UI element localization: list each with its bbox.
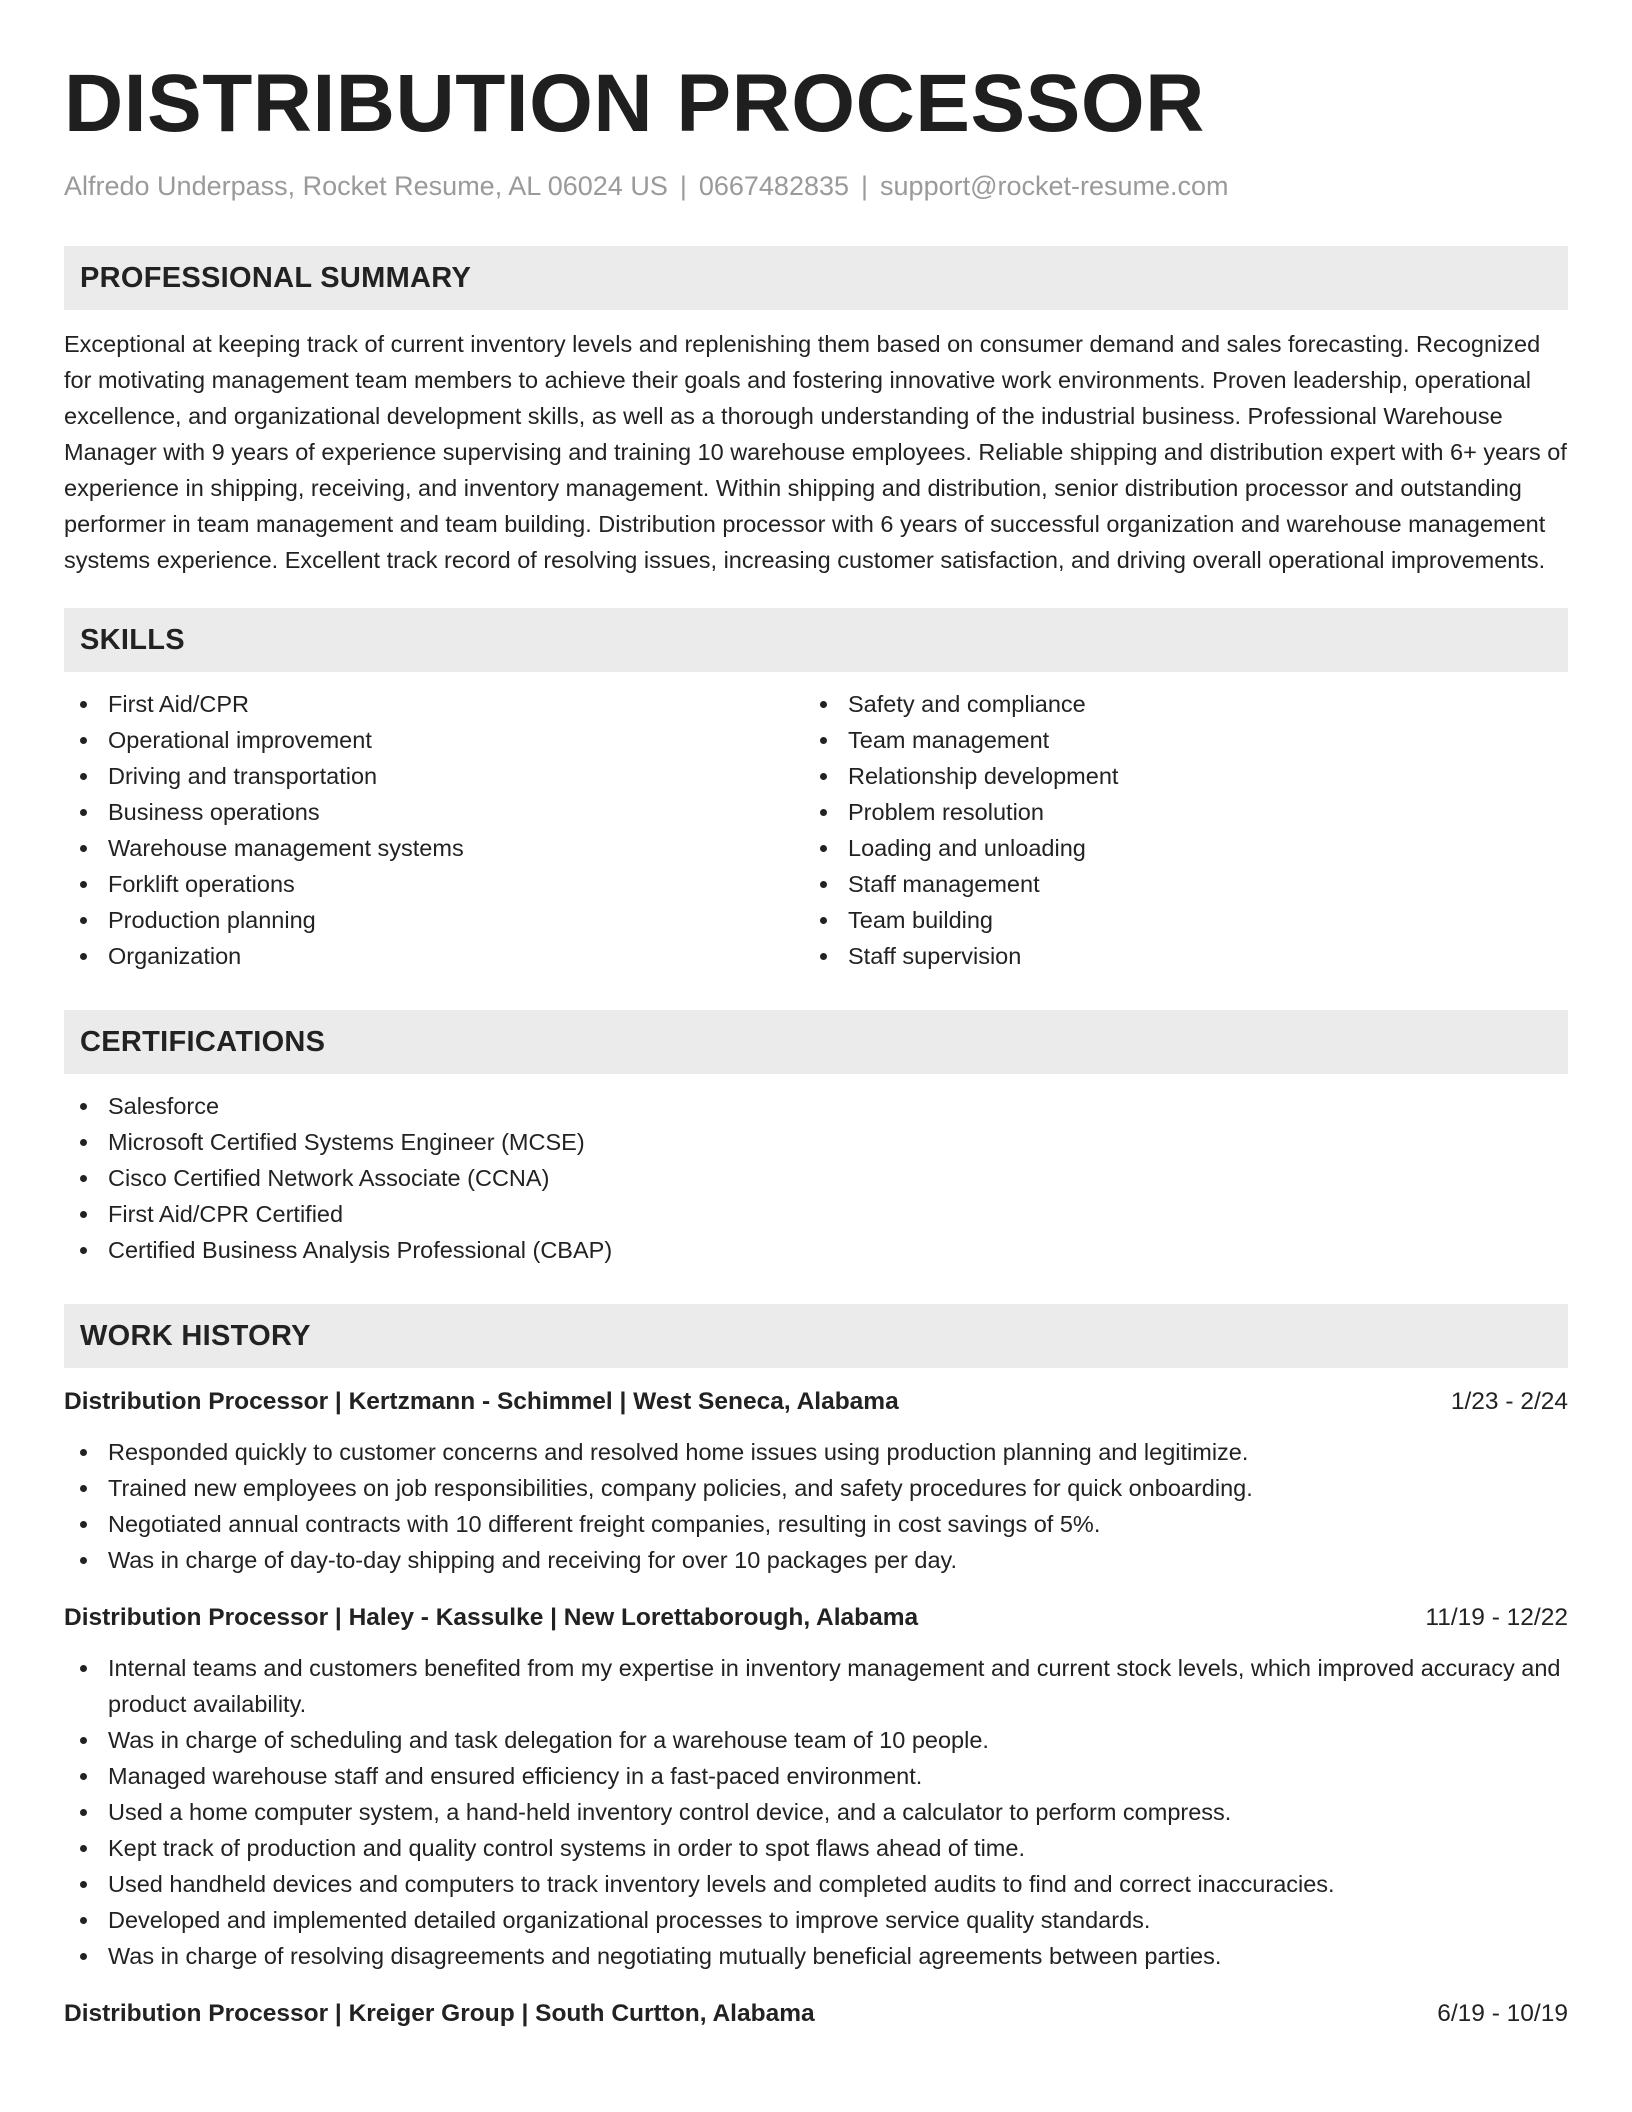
- job-entry: [64, 1996, 1568, 2032]
- job-bullet: Developed and implemented detailed organizational processes to improve service quality standards.: [64, 1902, 1568, 1938]
- job-bullet: Used a home computer system, a hand-held inventory control device, and a calculator to perform compress.: [64, 1794, 1568, 1830]
- skill-item: Staff supervision: [816, 938, 1568, 974]
- skill-item: Organization: [64, 938, 816, 974]
- job-bullets: [64, 1650, 1568, 1974]
- job-dates: 11/19 - 12/22: [1425, 1604, 1568, 1631]
- skill-item: Team building: [816, 902, 1568, 938]
- certification-item: Microsoft Certified Systems Engineer (MCSE): [64, 1124, 1568, 1160]
- contact-line: [64, 168, 1568, 204]
- skill-item: Relationship development: [816, 758, 1568, 794]
- certification-item: Certified Business Analysis Professional (CBAP): [64, 1232, 1568, 1268]
- job-header: [64, 1996, 1568, 2032]
- job-bullet: Responded quickly to customer concerns and resolved home issues using production planning and legitimize.: [64, 1434, 1568, 1470]
- contact-separator: |: [861, 171, 869, 201]
- contact-email: support@rocket-resume.com: [880, 171, 1229, 201]
- section-header-summary: PROFESSIONAL SUMMARY: [64, 246, 1568, 310]
- certification-item: First Aid/CPR Certified: [64, 1196, 1568, 1232]
- job-bullet: Kept track of production and quality control systems in order to spot flaws ahead of time.: [64, 1830, 1568, 1866]
- summary-text: Exceptional at keeping track of current inventory levels and replenishing them based on consumer demand and sales forecasting. Recognized for motivating management team members to achieve their goals and fostering innovative work environments. Proven leadership, operational excellence, and organizational development skills, as well as a thorough understanding of the industrial business. Professional Warehouse Manager with 9 years of experience supervising and training 10 warehouse employees. Reliable shipping and distribution expert with 6+ years of experience in shipping, receiving, and inventory management. Within shipping and distribution, senior distribution processor and outstanding performer in team management and team building. Distribution processor with 6 years of successful organization and warehouse management systems experience. Excellent track record of resolving issues, increasing customer satisfaction, and driving overall operational improvements.: [64, 331, 1567, 573]
- job-entry: [64, 1600, 1568, 1974]
- certification-item: Salesforce: [64, 1088, 1568, 1124]
- job-bullet: Managed warehouse staff and ensured efficiency in a fast-paced environment.: [64, 1758, 1568, 1794]
- job-bullet: Used handheld devices and computers to track inventory levels and completed audits to find and correct inaccuracies.: [64, 1866, 1568, 1902]
- skill-item: Team management: [816, 722, 1568, 758]
- job-bullets: [64, 1434, 1568, 1578]
- skill-item: Safety and compliance: [816, 686, 1568, 722]
- job-dates: 1/23 - 2/24: [1450, 1388, 1568, 1415]
- skill-item: Problem resolution: [816, 794, 1568, 830]
- contact-address: Alfredo Underpass, Rocket Resume, AL 06024 US: [64, 171, 668, 201]
- skills-list: [64, 672, 1568, 974]
- skills-column-left: [64, 686, 816, 974]
- section-header-skills: SKILLS: [64, 608, 1568, 672]
- skills-column-right: [816, 686, 1568, 974]
- job-dates: 6/19 - 10/19: [1437, 2000, 1568, 2027]
- contact-phone: 0667482835: [698, 171, 850, 201]
- job-bullet: Trained new employees on job responsibilities, company policies, and safety procedures for quick onboarding.: [64, 1470, 1568, 1506]
- job-title: Distribution Processor | Kertzmann - Schimmel | West Seneca, Alabama: [64, 1388, 899, 1415]
- certification-item: Cisco Certified Network Associate (CCNA): [64, 1160, 1568, 1196]
- job-bullet: Negotiated annual contracts with 10 different freight companies, resulting in cost savings of 5%.: [64, 1506, 1568, 1542]
- job-bullet: Internal teams and customers benefited from my expertise in inventory management and current stock levels, which improved accuracy and product availability.: [64, 1650, 1568, 1722]
- skill-item: Forklift operations: [64, 866, 816, 902]
- skill-item: Staff management: [816, 866, 1568, 902]
- skill-item: Warehouse management systems: [64, 830, 816, 866]
- resume-name: DISTRIBUTION PROCESSOR: [64, 58, 1205, 149]
- job-entry: [64, 1384, 1568, 1578]
- skill-item: Loading and unloading: [816, 830, 1568, 866]
- skill-item: Business operations: [64, 794, 816, 830]
- section-header-work-history: WORK HISTORY: [64, 1304, 1568, 1368]
- job-header: [64, 1600, 1568, 1636]
- job-title: Distribution Processor | Haley - Kassulke | New Lorettaborough, Alabama: [64, 1604, 919, 1631]
- contact-separator: |: [679, 171, 687, 201]
- skill-item: First Aid/CPR: [64, 686, 816, 722]
- skill-item: Operational improvement: [64, 722, 816, 758]
- skill-item: Production planning: [64, 902, 816, 938]
- job-bullet: Was in charge of scheduling and task delegation for a warehouse team of 10 people.: [64, 1722, 1568, 1758]
- job-title: Distribution Processor | Kreiger Group | South Curtton, Alabama: [64, 2000, 815, 2027]
- certifications-list: [64, 1088, 1568, 1268]
- job-header: [64, 1384, 1568, 1420]
- section-header-certifications: CERTIFICATIONS: [64, 1010, 1568, 1074]
- skill-item: Driving and transportation: [64, 758, 816, 794]
- job-bullet: Was in charge of resolving disagreements and negotiating mutually beneficial agreements between parties.: [64, 1938, 1568, 1974]
- job-bullet: Was in charge of day-to-day shipping and receiving for over 10 packages per day.: [64, 1542, 1568, 1578]
